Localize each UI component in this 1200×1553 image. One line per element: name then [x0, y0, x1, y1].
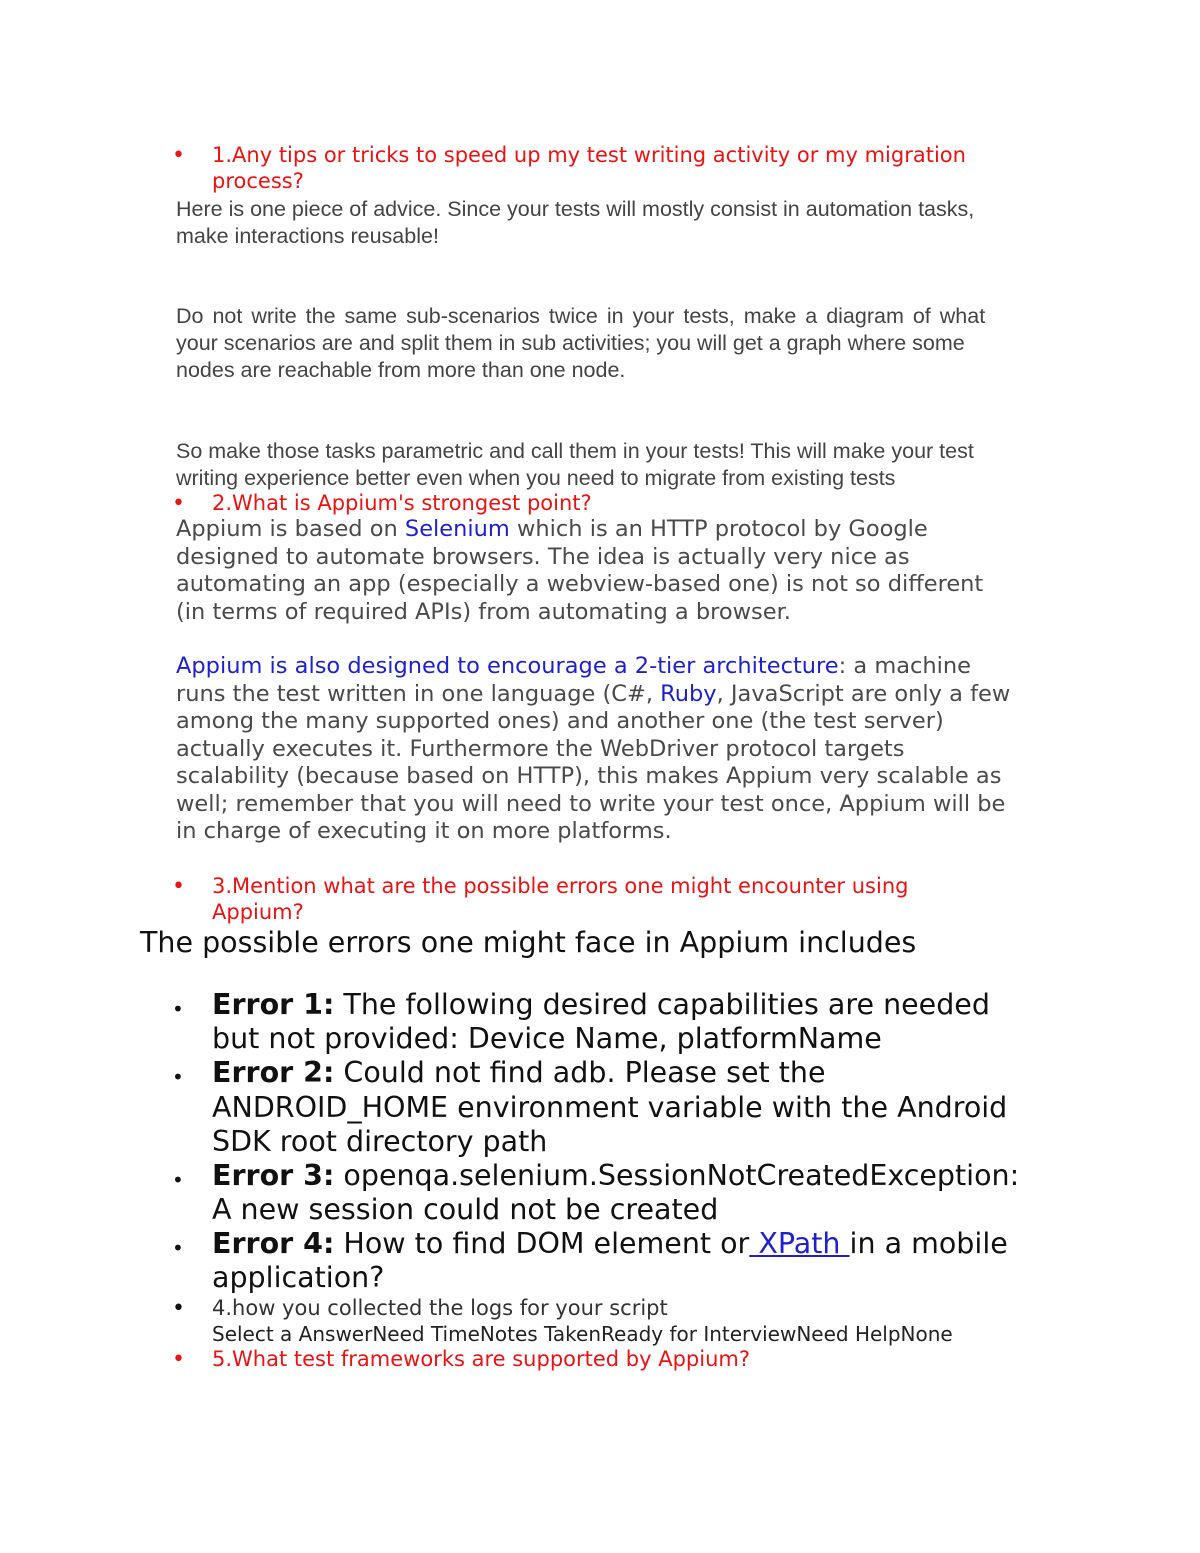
question-3-line-1: 3.Mention what are the possible errors one might encounter using — [212, 874, 909, 898]
error-2-label: Error 2: — [212, 1056, 335, 1089]
answer-2b-text: runs the test written in one language (C#, — [176, 681, 661, 707]
error-1-text: The following desired capabilities are needed — [334, 988, 990, 1021]
bullet-icon: • — [172, 997, 184, 1021]
question-2: 2.What is Appium's strongest point? — [212, 491, 592, 515]
bullet-icon: • — [172, 874, 185, 899]
bullet-icon: • — [172, 1347, 185, 1372]
error-4-text: in a mobile — [849, 1227, 1008, 1260]
answer-2-line-2: designed to automate browsers. The idea is actually very nice as — [176, 544, 910, 570]
answer-2-line-1 — [176, 516, 928, 544]
answer-1-paragraph-2-line-1: Do not write the same sub-scenarios twice in your tests, make a diagram of what — [176, 304, 986, 328]
question-1-line-1: 1.Any tips or tricks to speed up my test writing activity or my migration — [212, 143, 966, 167]
answer-1-paragraph-3-line-2: writing experience better even when you need to migrate from existing tests — [176, 466, 896, 490]
two-tier-architecture-link[interactable]: Appium is also designed to encourage a 2-tier architecture — [176, 653, 839, 679]
question-1-line-2: process? — [212, 169, 304, 193]
answer-2b-line-3: among the many supported ones) and another one (the test server) — [176, 708, 944, 734]
error-3-line-2: A new session could not be created — [212, 1193, 719, 1226]
answer-2-line-4: (in terms of required APIs) from automating a browser. — [176, 599, 791, 625]
error-3-text: openqa.selenium.SessionNotCreatedException: — [334, 1159, 1020, 1192]
ruby-link[interactable]: Ruby — [660, 681, 717, 707]
bullet-icon: • — [172, 1296, 185, 1321]
question-3-line-2: Appium? — [212, 900, 304, 924]
bullet-icon: • — [172, 143, 185, 168]
answer-1-paragraph-1-line-1: Here is one piece of advice. Since your tests will mostly consist in automation tasks, — [176, 197, 975, 221]
answer-2b-line-4: actually executes it. Furthermore the WebDriver protocol targets — [176, 736, 905, 762]
answer-2-text: Appium is based on — [176, 516, 405, 542]
errors-heading: The possible errors one might face in Appium includes — [140, 926, 917, 959]
answer-2b-text: : a machine — [838, 653, 972, 679]
error-2-line-3: SDK root directory path — [212, 1125, 548, 1158]
xpath-link[interactable]: XPath — [749, 1227, 850, 1260]
selenium-link[interactable]: Selenium — [404, 516, 510, 542]
error-4-line-2: application? — [212, 1261, 385, 1294]
error-3-line-1 — [212, 1159, 1019, 1193]
error-1-line-1 — [212, 988, 990, 1022]
bullet-icon: • — [172, 1236, 184, 1260]
error-4-line-1 — [212, 1227, 1008, 1261]
answer-1-paragraph-2-line-2: your scenarios are and split them in sub activities; you will get a graph where some — [176, 331, 965, 355]
answer-2b-line-5: scalability (because based on HTTP), this makes Appium very scalable as — [176, 763, 1002, 789]
answer-2b-line-7: in charge of executing it on more platforms. — [176, 818, 672, 844]
bullet-icon: • — [172, 491, 185, 516]
answer-2b-line-6: well; remember that you will need to write your test once, Appium will be — [176, 791, 1006, 817]
question-4-line-1: 4.how you collected the logs for your script — [212, 1296, 668, 1320]
error-4-text: How to find DOM element or — [334, 1227, 750, 1260]
answer-2b-line-2 — [176, 681, 1010, 709]
error-1-label: Error 1: — [212, 988, 335, 1021]
answer-2-text: which is an HTTP protocol by Google — [509, 516, 928, 542]
answer-1-paragraph-2-line-3: nodes are reachable from more than one node. — [176, 358, 626, 382]
answer-1-paragraph-3-line-1: So make those tasks parametric and call them in your tests! This will make your test — [176, 439, 974, 463]
error-4-label: Error 4: — [212, 1227, 335, 1260]
bullet-icon: • — [172, 1168, 184, 1192]
question-4-line-2: Select a AnswerNeed TimeNotes TakenReady for InterviewNeed HelpNone — [212, 1322, 953, 1346]
error-2-text: Could not find adb. Please set the — [334, 1056, 826, 1089]
answer-2-line-3: automating an app (especially a webview-based one) is not so different — [176, 571, 984, 597]
answer-2b-text: , JavaScript are only a few — [716, 681, 1011, 707]
error-1-line-2: but not provided: Device Name, platformName — [212, 1022, 882, 1055]
error-3-label: Error 3: — [212, 1159, 335, 1192]
answer-1-paragraph-1-line-2: make interactions reusable! — [176, 224, 439, 248]
answer-2b-line-1 — [176, 653, 971, 681]
question-5: 5.What test frameworks are supported by Appium? — [212, 1347, 750, 1371]
error-2-line-2: ANDROID_HOME environment variable with the Android — [212, 1091, 1008, 1124]
bullet-icon: • — [172, 1065, 184, 1089]
error-2-line-1 — [212, 1056, 826, 1090]
